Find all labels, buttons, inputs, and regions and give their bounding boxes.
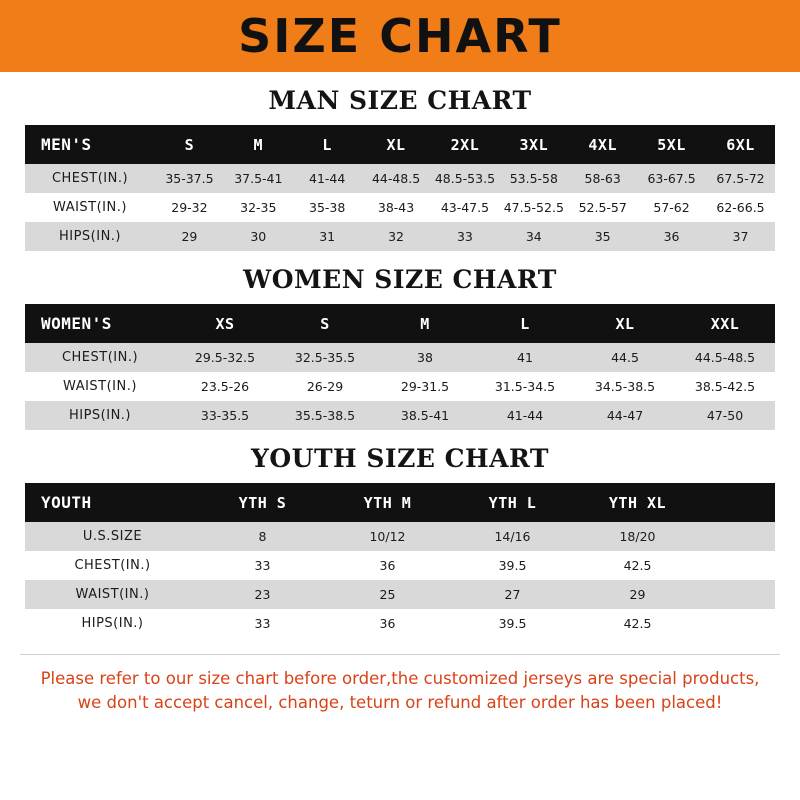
column-header: L xyxy=(475,304,575,343)
row-label: CHEST(IN.) xyxy=(25,551,200,580)
page-title: SIZE CHART xyxy=(238,9,562,63)
cell: 33 xyxy=(200,609,325,638)
row-label: HIPS(IN.) xyxy=(25,222,155,251)
column-header: 3XL xyxy=(499,125,568,164)
cell: 35-38 xyxy=(293,193,362,222)
cell: 42.5 xyxy=(575,551,700,580)
cell: 52.5-57 xyxy=(568,193,637,222)
cell: 44.5 xyxy=(575,343,675,372)
table-row xyxy=(25,193,775,222)
cell: 31.5-34.5 xyxy=(475,372,575,401)
cell: 18/20 xyxy=(575,522,700,551)
column-header: L xyxy=(293,125,362,164)
cell: 44.5-48.5 xyxy=(675,343,775,372)
cell: 38.5-41 xyxy=(375,401,475,430)
cell: 48.5-53.5 xyxy=(431,164,500,193)
table-corner-label: YOUTH xyxy=(25,483,200,522)
cell: 63-67.5 xyxy=(637,164,706,193)
cell: 34 xyxy=(499,222,568,251)
women-size-table xyxy=(25,304,775,430)
column-header-spacer xyxy=(700,483,775,522)
row-label: CHEST(IN.) xyxy=(25,164,155,193)
cell: 29 xyxy=(155,222,224,251)
cell: 57-62 xyxy=(637,193,706,222)
cell: 27 xyxy=(450,580,575,609)
chart-content xyxy=(0,86,800,638)
column-header: 6XL xyxy=(706,125,775,164)
cell: 30 xyxy=(224,222,293,251)
row-label: HIPS(IN.) xyxy=(25,609,200,638)
cell: 29 xyxy=(575,580,700,609)
table-row xyxy=(25,609,775,638)
cell-spacer xyxy=(700,522,775,551)
cell: 33-35.5 xyxy=(175,401,275,430)
column-header: XXL xyxy=(675,304,775,343)
cell: 39.5 xyxy=(450,551,575,580)
table-row xyxy=(25,222,775,251)
table-row xyxy=(25,372,775,401)
table-header-row xyxy=(25,304,775,343)
row-label: WAIST(IN.) xyxy=(25,580,200,609)
table-row xyxy=(25,522,775,551)
cell: 41 xyxy=(475,343,575,372)
cell: 32-35 xyxy=(224,193,293,222)
cell: 36 xyxy=(325,609,450,638)
cell: 32.5-35.5 xyxy=(275,343,375,372)
section-title-man: MAN SIZE CHART xyxy=(268,86,532,115)
cell: 33 xyxy=(200,551,325,580)
cell: 36 xyxy=(637,222,706,251)
header-banner xyxy=(0,0,800,72)
man-size-table xyxy=(25,125,775,251)
cell: 29.5-32.5 xyxy=(175,343,275,372)
section-title-youth: YOUTH SIZE CHART xyxy=(251,444,549,473)
cell: 41-44 xyxy=(293,164,362,193)
column-header: YTH M xyxy=(325,483,450,522)
column-header: M xyxy=(224,125,293,164)
cell: 39.5 xyxy=(450,609,575,638)
column-header: S xyxy=(155,125,224,164)
section-title-women: WOMEN SIZE CHART xyxy=(243,265,557,294)
cell: 44-47 xyxy=(575,401,675,430)
cell: 35-37.5 xyxy=(155,164,224,193)
column-header: YTH S xyxy=(200,483,325,522)
cell: 31 xyxy=(293,222,362,251)
cell: 43-47.5 xyxy=(431,193,500,222)
cell: 47-50 xyxy=(675,401,775,430)
column-header: 5XL xyxy=(637,125,706,164)
column-header: M xyxy=(375,304,475,343)
cell: 42.5 xyxy=(575,609,700,638)
cell: 26-29 xyxy=(275,372,375,401)
table-corner-label: MEN'S xyxy=(25,125,155,164)
table-row xyxy=(25,401,775,430)
column-header: YTH L xyxy=(450,483,575,522)
cell: 58-63 xyxy=(568,164,637,193)
footer-note xyxy=(20,654,780,715)
row-label: WAIST(IN.) xyxy=(25,193,155,222)
cell: 34.5-38.5 xyxy=(575,372,675,401)
cell: 14/16 xyxy=(450,522,575,551)
column-header: S xyxy=(275,304,375,343)
cell-spacer xyxy=(700,580,775,609)
cell: 37.5-41 xyxy=(224,164,293,193)
cell: 35.5-38.5 xyxy=(275,401,375,430)
table-row xyxy=(25,164,775,193)
cell-spacer xyxy=(700,551,775,580)
table-row xyxy=(25,343,775,372)
cell: 29-31.5 xyxy=(375,372,475,401)
column-header: XL xyxy=(575,304,675,343)
column-header: 2XL xyxy=(431,125,500,164)
row-label: HIPS(IN.) xyxy=(25,401,175,430)
row-label: WAIST(IN.) xyxy=(25,372,175,401)
row-label: U.S.SIZE xyxy=(25,522,200,551)
column-header: XS xyxy=(175,304,275,343)
cell: 29-32 xyxy=(155,193,224,222)
footer-line-1: Please refer to our size chart before order,the customized jerseys are special products, xyxy=(40,669,760,688)
cell: 47.5-52.5 xyxy=(499,193,568,222)
cell: 23.5-26 xyxy=(175,372,275,401)
table-header-row xyxy=(25,483,775,522)
column-header: XL xyxy=(362,125,431,164)
column-header: YTH XL xyxy=(575,483,700,522)
table-row xyxy=(25,580,775,609)
cell: 33 xyxy=(431,222,500,251)
table-corner-label: WOMEN'S xyxy=(25,304,175,343)
cell: 38 xyxy=(375,343,475,372)
cell: 37 xyxy=(706,222,775,251)
cell: 36 xyxy=(325,551,450,580)
column-header: 4XL xyxy=(568,125,637,164)
cell: 25 xyxy=(325,580,450,609)
table-header-row xyxy=(25,125,775,164)
cell: 41-44 xyxy=(475,401,575,430)
cell: 38.5-42.5 xyxy=(675,372,775,401)
cell: 38-43 xyxy=(362,193,431,222)
cell: 8 xyxy=(200,522,325,551)
cell: 32 xyxy=(362,222,431,251)
cell: 53.5-58 xyxy=(499,164,568,193)
cell: 67.5-72 xyxy=(706,164,775,193)
cell: 44-48.5 xyxy=(362,164,431,193)
cell: 62-66.5 xyxy=(706,193,775,222)
row-label: CHEST(IN.) xyxy=(25,343,175,372)
cell: 10/12 xyxy=(325,522,450,551)
footer-line-2: we don't accept cancel, change, teturn or refund after order has been placed! xyxy=(77,692,723,712)
youth-size-table xyxy=(25,483,775,638)
table-row xyxy=(25,551,775,580)
cell: 23 xyxy=(200,580,325,609)
cell-spacer xyxy=(700,609,775,638)
cell: 35 xyxy=(568,222,637,251)
